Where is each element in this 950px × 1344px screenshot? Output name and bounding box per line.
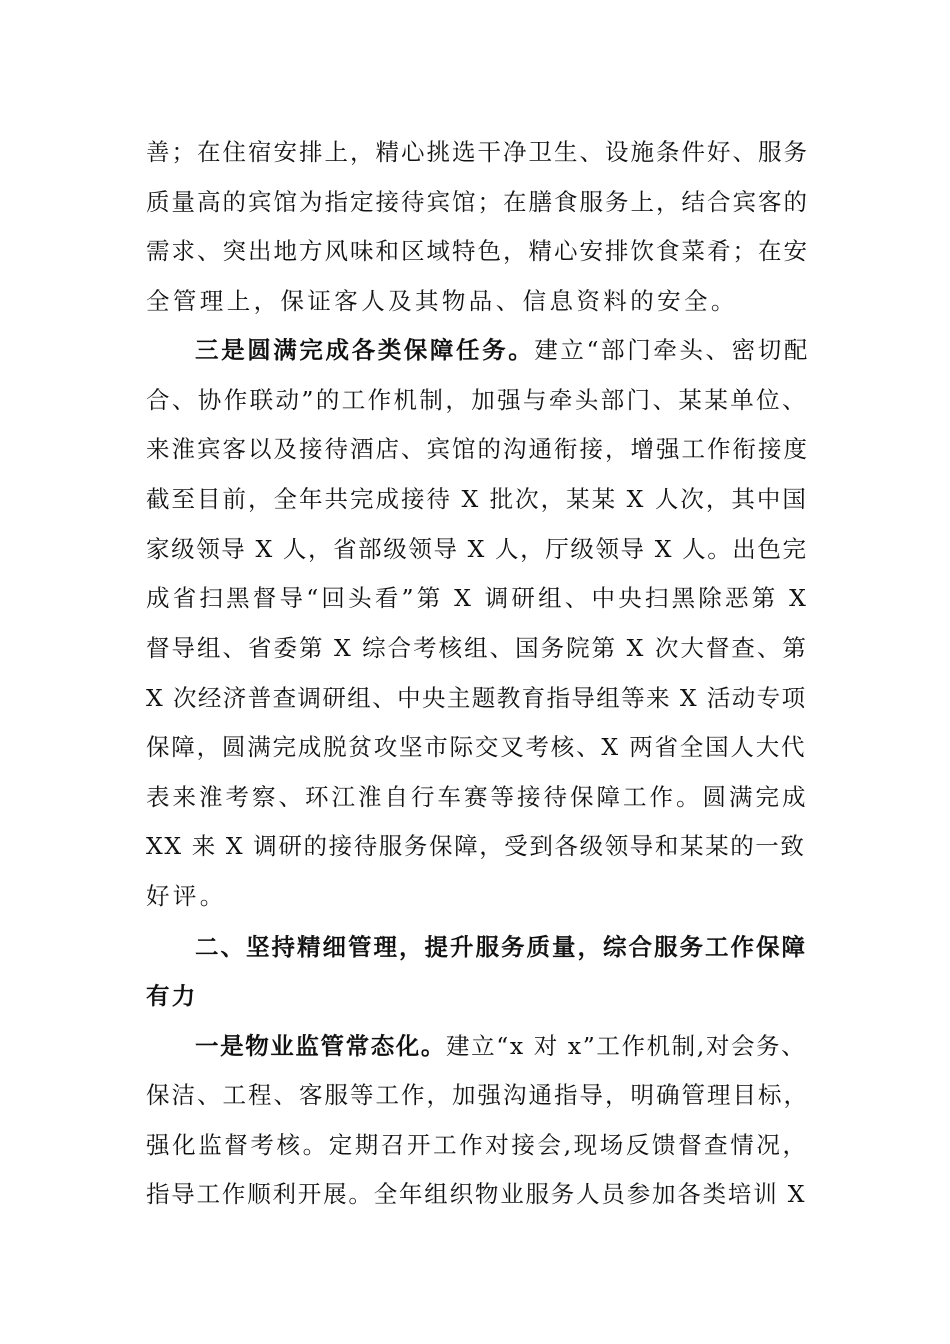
section-heading [195, 932, 807, 962]
line-text: 全管理上，保证客人及其物品、信息资料的安全。 [146, 287, 738, 315]
paragraph-line [146, 831, 806, 861]
line-text: 好评。 [146, 882, 227, 910]
paragraph-line [146, 534, 808, 564]
paragraph-line [146, 1179, 806, 1209]
paragraph-line [146, 236, 809, 266]
paragraph-line [146, 881, 227, 911]
line-text: 督导组、省委第 X 综合考核组、国务院第 X 次大督查、第 [146, 634, 808, 662]
paragraph-line [146, 782, 809, 812]
lead-phrase: 三是圆满完成各类保障任务。 [195, 336, 535, 364]
line-text: 强化监督考核。定期召开工作对接会,现场反馈督查情况， [146, 1131, 809, 1159]
paragraph-line [195, 1031, 806, 1061]
line-text: 合、协作联动”的工作机制，加强与牵头部门、某某单位、 [146, 386, 808, 414]
paragraph-line [146, 732, 806, 762]
line-text: 成省扫黑督导“回头看”第 X 调研组、中央扫黑除恶第 X [146, 584, 809, 612]
paragraph-line [146, 137, 809, 167]
paragraph-line [146, 286, 738, 316]
lead-phrase: 一是物业监管常态化。 [195, 1032, 446, 1060]
paragraph-line [146, 583, 809, 613]
paragraph-line [146, 484, 808, 514]
paragraph-line [146, 187, 809, 217]
line-text: XX 来 X 调研的接待服务保障，受到各级领导和某某的一致 [146, 832, 806, 860]
paragraph-line [146, 1080, 809, 1110]
paragraph-line [146, 1130, 809, 1160]
line-text: 保洁、工程、客服等工作，加强沟通指导，明确管理目标， [146, 1081, 809, 1109]
line-text: 需求、突出地方风味和区域特色，精心安排饮食菜肴；在安 [146, 237, 809, 265]
line-text: 来淮宾客以及接待酒店、宾馆的沟通衔接，增强工作衔接度 [146, 435, 809, 463]
line-text: 指导工作顺利开展。全年组织物业服务人员参加各类培训 X [146, 1180, 807, 1208]
paragraph-line [195, 335, 810, 365]
line-text: 建立“x 对 x”工作机制,对会务、 [446, 1032, 807, 1060]
paragraph-line [146, 633, 808, 663]
line-text: 截至目前，全年共完成接待 X 批次，某某 X 人次，其中国 [146, 485, 808, 513]
line-text: 建立“部门牵头、密切配 [534, 336, 810, 364]
paragraph-line [146, 385, 808, 415]
line-text: 表来淮考察、环江淮自行车赛等接待保障工作。圆满完成 [146, 783, 809, 811]
paragraph-line [146, 434, 809, 464]
line-text: 家级领导 X 人，省部级领导 X 人，厅级领导 X 人。出色完 [146, 535, 808, 563]
paragraph-line [146, 683, 806, 713]
line-text: 质量高的宾馆为指定接待宾馆；在膳食服务上，结合宾客的 [146, 188, 809, 216]
line-text: 保障，圆满完成脱贫攻坚市际交叉考核、X 两省全国人大代 [146, 733, 807, 761]
line-text: X 次经济普查调研组、中央主题教育指导组等来 X 活动专项 [146, 684, 807, 712]
section-heading [146, 981, 197, 1011]
line-text: 善；在住宿安排上，精心挑选干净卫生、设施条件好、服务 [146, 138, 809, 166]
heading-text: 二、坚持精细管理，提升服务质量，综合服务工作保障 [195, 933, 807, 961]
heading-text: 有力 [146, 982, 198, 1010]
